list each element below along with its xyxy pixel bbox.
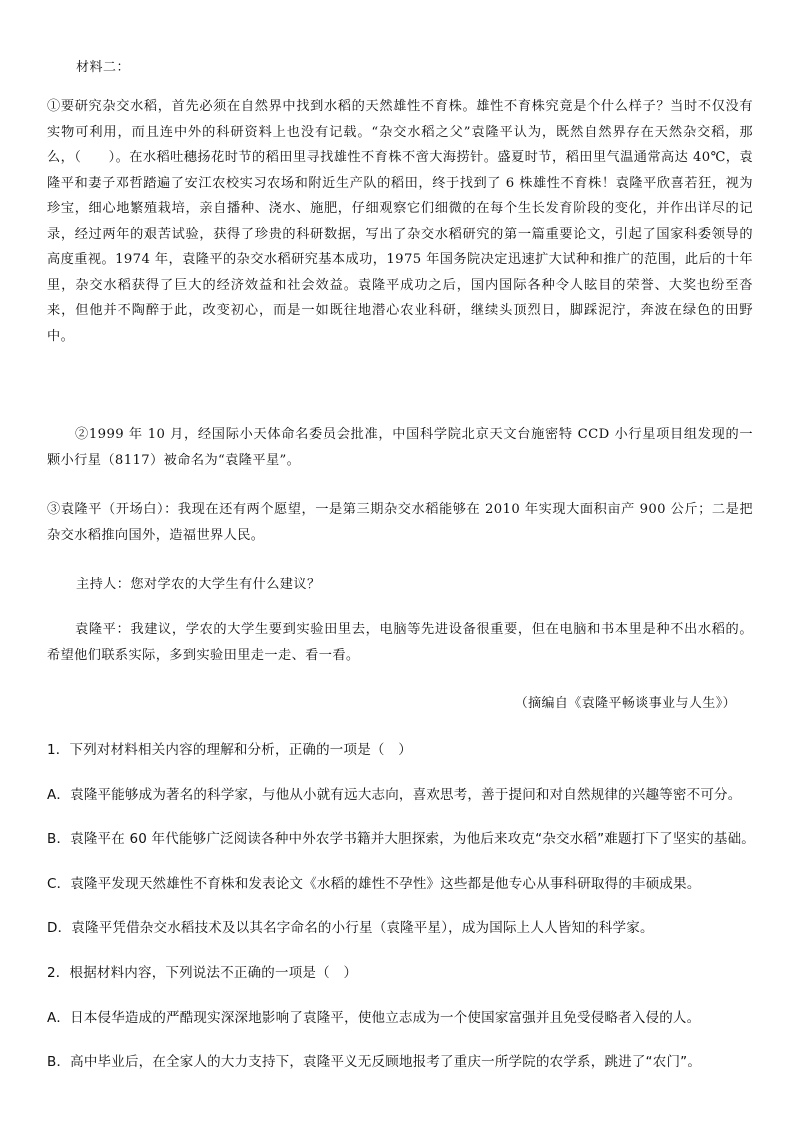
- question-1-option-b: B．袁隆平在 60 年代能够广泛阅读各种中外农学书籍并大胆探索，为他后来攻克“杂交水稻”难题打下了坚实的基础。: [47, 831, 756, 847]
- question-1-option-a: A．袁隆平能够成为著名的科学家，与他从小就有远大志向，喜欢思考，善于提问和对自然规律的兴趣等密不可分。: [47, 787, 742, 803]
- paragraph-3: ③袁隆平（开场白）：我现在还有两个愿望，一是第三期杂交水稻能够在 2010 年实现大面积亩产 900 公斤；二是把杂交水稻推向国外，造福世界人民。: [47, 502, 753, 543]
- paragraph-1: ①要研究杂交水稻，首先必须在自然界中找到水稻的天然雄性不育株。雄性不育株究竟是个什么样子？当时不仅没有实物可利用，而且连中外的科研资料上也没有记载。“杂交水稻之父”袁隆平认为，既然自然界存在天然杂交稻，那么，（ ）。在水稻吐穗扬花时节的稻田里寻找雄性不育株不啻大海捞针。盛夏时节，稻田里气温通常高达 40℃，袁隆平和妻子邓哲踏遍了安江农校实习农场和附近生产队的稻田，终于找到了 6 株雄性不育株！袁隆平欣喜若狂，视为珍宝，细心地繁殖栽培，亲自播种、浇水、施肥，仔细观察它们细微的在每个生长发育阶段的变化，并作出详尽的记录，经过两年的艰苦试验，获得了珍贵的科研数据，写出了杂交水稻研究的第一篇重要论文，引起了国家科委领导的高度重视。1974 年，袁隆平的杂交水稻研究基本成功，1975 年国务院决定迅速扩大试种和推广的范围，此后的十年里，杂交水稻获得了巨大的经济效益和社会效益。袁隆平成功之后，国内国际各种令人眩目的荣誉、大奖也纷至沓来，但他并不陶醉于此，改变初心，而是一如既往地潜心农业科研，继续头顶烈日，脚踩泥泞，奔波在绿色的田野中。: [47, 99, 753, 344]
- source-citation: （摘编自《袁隆平畅谈事业与人生》）: [514, 696, 736, 711]
- question-1-stem: 1．下列对材料相关内容的理解和分析，正确的一项是（ ）: [47, 742, 412, 758]
- question-1-option-d: D．袁隆平凭借杂交水稻技术及以其名字命名的小行星（袁隆平星），成为国际上人人皆知的科学家。: [47, 920, 654, 936]
- paragraph-2: ②1999 年 10 月，经国际小天体命名委员会批准，中国科学院北京天文台施密特 CCD 小行星项目组发现的一颗小行星（8117）被命名为“袁隆平星”。: [47, 427, 753, 468]
- yuan-answer: 袁隆平：我建议，学农的大学生要到实验田里去，电脑等先进设备很重要，但在电脑和书本里是种不出水稻的。希望他们联系实际，多到实验田里走一走、看一看。: [47, 622, 753, 663]
- question-2-stem: 2．根据材料内容，下列说法不正确的一项是（ ）: [47, 965, 358, 981]
- question-2-option-a: A．日本侵华造成的严酷现实深深地影响了袁隆平，使他立志成为一个使国家富强并且免受侵略者入侵的人。: [47, 1010, 701, 1026]
- material-heading: 材料二：: [76, 60, 131, 75]
- host-question: 主持人：您对学农的大学生有什么建议？: [76, 577, 321, 592]
- question-2-option-b: B．高中毕业后，在全家人的大力支持下，袁隆平义无反顾地报考了重庆一所学院的农学系，跳进了“农门”。: [47, 1054, 702, 1070]
- question-1-option-c: C．袁隆平发现天然雄性不育株和发表论文《水稻的雄性不孕性》这些都是他专心从事科研取得的丰硕成果。: [47, 876, 701, 892]
